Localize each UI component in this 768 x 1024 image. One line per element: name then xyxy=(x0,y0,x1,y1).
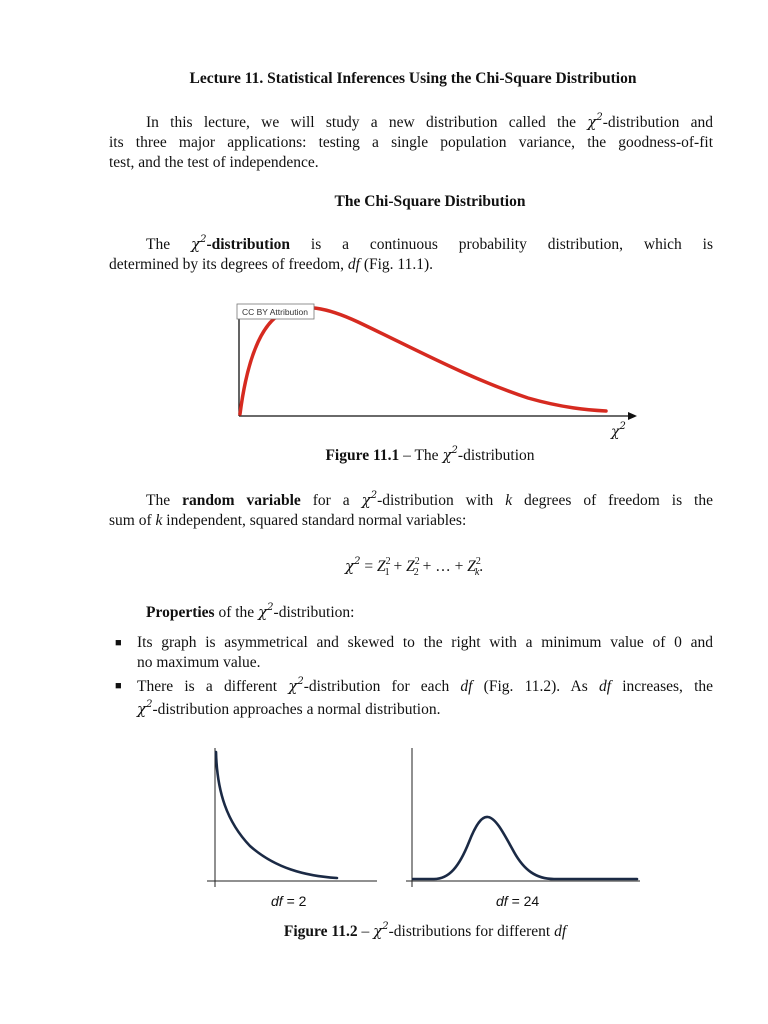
figure-11-1-caption: Figure 11.1 – The $\chi^2$-distribution xyxy=(325,445,535,464)
random-variable-paragraph xyxy=(109,490,713,531)
df-24-curve xyxy=(413,817,637,879)
chi-square-curve xyxy=(240,308,606,414)
chi-square-equation: $\chi^2 = Z^2_1 + Z^2_2$ + … + $Z^2_k$. xyxy=(345,556,484,578)
definition-line-1 xyxy=(109,234,713,255)
intro-paragraph xyxy=(109,112,713,173)
df-24-label: df = 24 xyxy=(496,893,540,909)
intro-line-3: test, and the test of independence. xyxy=(109,154,319,171)
df-2-curve xyxy=(216,752,337,878)
df-2-label: df = 2 xyxy=(271,893,307,909)
random-variable-term: random variable xyxy=(182,492,301,509)
figure-11-2-left-chart xyxy=(205,742,380,892)
figure-11-2-caption: Figure $11.2 - \chi^2$-distributions for different df xyxy=(283,921,567,940)
definition-text: The xyxy=(146,236,171,253)
attribution-badge-text: CC BY Attribution xyxy=(242,307,308,317)
bullet-marker: ■ xyxy=(115,637,122,649)
intro-text: -distribution and xyxy=(602,114,713,131)
definition-line-2: determined by its degrees of freedom, df (Fig. 11.1). xyxy=(109,256,433,273)
df-term: df xyxy=(347,256,360,273)
definition-paragraph xyxy=(109,234,713,275)
properties-heading: Properties of the $\chi^2$-distribution: xyxy=(146,602,355,621)
intro-text: In this lecture, we will study a new distribution called the xyxy=(146,114,576,131)
figure-11-1-chart xyxy=(228,298,648,443)
chi-symbol: $\chi^2$ xyxy=(191,234,207,253)
page-title: Lecture 11. Statistical Inferences Using the Chi-Square Distribution xyxy=(189,70,637,87)
chi-symbol: $\chi^2$ xyxy=(587,112,603,131)
definition-text: is a continuous probability distribution, which is xyxy=(310,236,714,253)
bullet-item-1: Its graph is asymmetrical and skewed to the right with a minimum value of 0 and no maximum value. xyxy=(137,634,713,671)
bullet-marker: ■ xyxy=(115,680,122,692)
bullet-item-2: There is a different $\chi^2$-distribution for each df (Fig. 11.2). As df increases, the $\chi^2$-distribution approaches a normal distribution. xyxy=(137,676,714,718)
figure-11-2-right-chart xyxy=(404,742,644,892)
random-variable-line-1: The random variable for a $\chi^2$-distribution with k degrees of freedom is the xyxy=(146,490,713,509)
random-variable-line-2: sum of k independent, squared standard normal variables: xyxy=(109,512,467,529)
intro-line-2: its three major applications: testing a single population variance, the goodness-of-fit xyxy=(109,134,713,151)
definition-term: -distribution xyxy=(206,236,291,253)
intro-line-1 xyxy=(109,112,713,133)
x-axis-label: $\chi^2$ xyxy=(611,421,626,440)
section-heading: The Chi-Square Distribution xyxy=(334,193,526,210)
x-axis-arrow xyxy=(628,412,637,420)
